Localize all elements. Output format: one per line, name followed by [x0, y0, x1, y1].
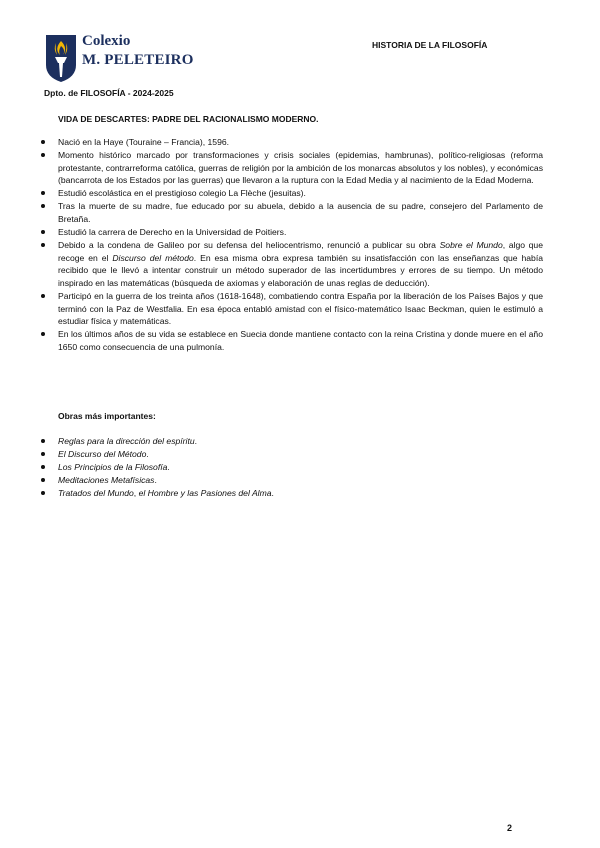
text-run: Tras la muerte de su madre, fue educado por su abuela, debido a la ausencia de su padre, consejero del Parlamento de Bretaña.: [58, 201, 543, 225]
text-run: Estudió escolástica en el prestigioso colegio La Flèche (jesuitas).: [58, 188, 306, 199]
work-item: [40, 474, 543, 487]
italic-text: Discurso del método: [112, 252, 194, 263]
text-run: Estudió la carrera de Derecho en la Universidad de Poitiers.: [58, 227, 287, 238]
text-run: Momento histórico marcado por transformaciones y crisis sociales (epidemias, hambrunas), político-religiosas (reforma protestante, contrarreforma católica, guerras de religión por la ambición de los monarcas absolutos y los nobles), y económicas (bancarrota de los Estados por las guerras) que llevaron a la ruptura con la Edad Media y al nacimiento de la Edad Moderna.: [58, 150, 543, 186]
school-logo: [44, 33, 204, 83]
bio-item: [40, 149, 543, 187]
works-heading: Obras más importantes:: [58, 411, 156, 421]
department-label: Dpto. de FILOSOFÍA - 2024-2025: [44, 88, 174, 98]
text-run: .: [154, 474, 157, 485]
text-run: .: [167, 461, 170, 472]
torch-logo-icon: [44, 33, 78, 83]
subject-header: HISTORIA DE LA FILOSOFÍA: [372, 40, 488, 50]
bio-item: [40, 290, 543, 328]
work-item: [40, 461, 543, 474]
text-run: En los últimos años de su vida se establece en Suecia donde mantiene contacto con la reina Cristina y donde muere en el año 1650 como consecuencia de una pulmonía.: [58, 329, 543, 352]
document-title: VIDA DE DESCARTES: PADRE DEL RACIONALISMO MODERNO.: [58, 114, 319, 124]
text-run: Nació en la Haye (Touraine – Francia), 1596.: [58, 137, 230, 147]
italic-text: el Hombre y las Pasiones del Alma: [138, 487, 272, 498]
italic-text: El Discurso del Método: [58, 448, 147, 459]
bio-item: [40, 187, 543, 200]
text-run: ,: [133, 487, 139, 498]
italic-text: Reglas para la dirección del espíritu: [58, 436, 195, 446]
text-run: Participó en la guerra de los treinta años (1618-1648), combatiendo contra España por la liberación de los Países Bajos y que terminó con la Paz de Westfalia. En esa época entabló amistad con el físico-matemático Isaac Beckman, quien le estimuló a estudiar física y matemáticas.: [58, 291, 543, 327]
text-run: .: [194, 436, 198, 446]
text-run: , algo que recoge en el: [58, 240, 543, 263]
bio-item: [40, 328, 543, 353]
logo-text-colexio: Colexio: [82, 33, 131, 49]
work-item: [40, 448, 543, 461]
work-item: [40, 435, 543, 448]
bio-item: [40, 239, 543, 289]
works-list: [40, 435, 543, 500]
biography-list: [40, 136, 543, 354]
italic-text: Sobre el Mundo: [439, 240, 503, 251]
bio-item: [40, 200, 543, 225]
bio-item: [40, 226, 543, 239]
text-run: .: [146, 448, 149, 459]
bio-item: [40, 136, 543, 149]
italic-text: Los Principios de la Filosofía: [58, 461, 168, 472]
italic-text: Meditaciones Metafísicas: [58, 474, 155, 485]
page-number: 2: [507, 823, 513, 833]
text-run: .: [271, 487, 274, 498]
logo-text-school-name: M. PELETEIRO: [82, 52, 194, 68]
text-run: . En esa misma obra expresa también su insatisfacción con las enseñanzas que había recibido que le llevó a intentar construir un método superador de las incertidumbres y errores de su tiempo. Un método inspirado en las matemáticas (búsqueda de axiomas y elaboración de unas reglas de deducción).: [58, 252, 544, 289]
italic-text: Tratados del Mundo: [58, 487, 134, 498]
work-item: [40, 487, 543, 500]
text-run: Debido a la condena de Galileo por su defensa del heliocentrismo, renunció a publicar su obra: [58, 240, 440, 251]
